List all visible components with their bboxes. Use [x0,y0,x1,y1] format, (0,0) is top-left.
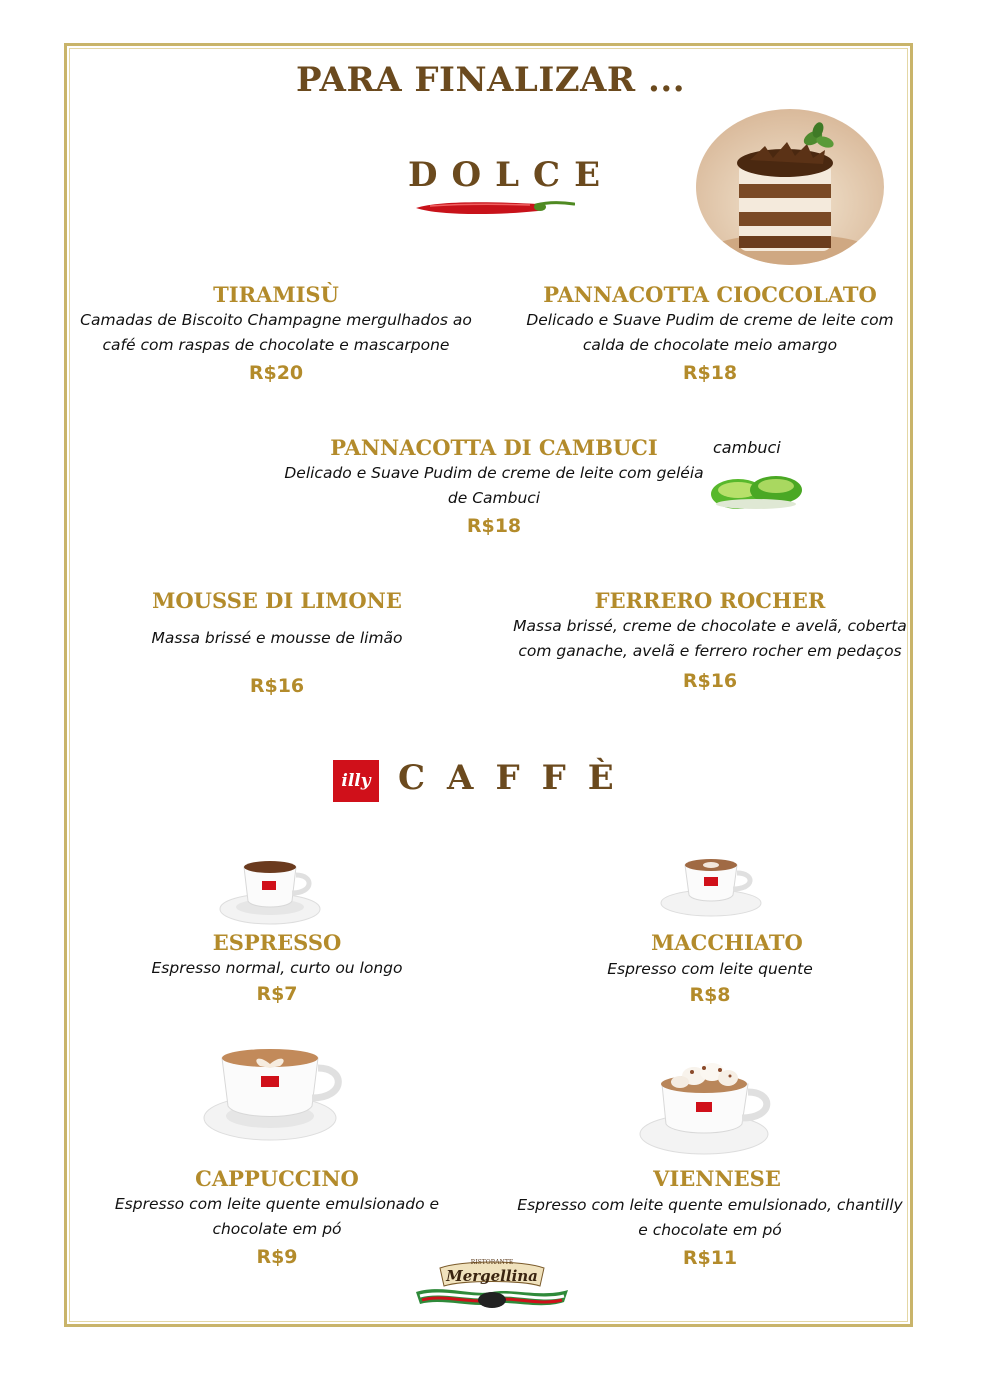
item-name: FERRERO ROCHER [594,588,826,613]
item-name: MOUSSE DI LIMONE [152,588,402,613]
logo-text: Mergellina [446,1267,538,1285]
item-description-line2: calda de chocolate meio amargo [582,336,838,354]
menu-item-mousse-limone [72,588,482,699]
item-description-line1: Espresso normal, curto ou longo [151,959,403,977]
item-price: R$8 [689,984,731,1006]
cambuci-label: cambuci [713,438,781,457]
item-name: VIENNESE [653,1166,781,1191]
menu-item-viennese [512,1166,922,1192]
item-description-line1: Delicado e Suave Pudim de creme de leite com geléia [284,464,704,482]
cambuci-fruit-image [706,470,806,512]
chili-pepper-icon [410,196,575,220]
mergellina-logo [412,1252,572,1314]
menu-item-espresso [72,930,482,1007]
espresso-cup-image [218,855,324,927]
section-caffe: CAFFÈ [398,758,636,798]
item-description-line1: Delicado e Suave Pudim de creme de leite com [526,311,894,329]
item-name: PANNACOTTA DI CAMBUCI [330,435,658,460]
item-price: R$18 [466,515,522,537]
item-name: CAPPUCCINO [195,1166,359,1191]
item-description-line1: Massa brissé, creme de chocolate e avelã, coberta [513,617,907,635]
cappuccino-cup-image [198,1046,348,1146]
viennese-cup-image [634,1060,784,1160]
item-price: R$16 [249,675,305,697]
item-description-line1: Camadas de Biscoito Champagne mergulhados ao [80,311,472,329]
item-price: R$9 [256,1246,298,1268]
page-title: PARA FINALIZAR ... [295,60,686,100]
item-price: R$16 [682,670,738,692]
menu-item-pannacotta-cambuci [272,435,716,539]
macchiato-cup-image [657,855,767,919]
item-name: TIRAMISÙ [213,282,339,307]
menu-item-ferrero-rocher [505,588,915,694]
item-name: PANNACOTTA CIOCCOLATO [543,282,877,307]
item-name: MACCHIATO [651,930,803,955]
item-description-line2: de Cambuci [447,489,541,507]
item-price: R$7 [256,983,298,1005]
tiramisu-photo [695,108,885,266]
item-description-line1: Massa brissé e mousse de limão [151,629,403,647]
item-price: R$18 [682,362,738,384]
item-name: ESPRESSO [212,930,342,955]
item-description-line1: Espresso com leite quente [607,960,813,978]
section-dolce: DOLCE [408,155,614,195]
menu-item-macchiato [522,930,932,956]
item-description-line2: café com raspas de chocolate e mascarpone [102,336,450,354]
item-description-line2: chocolate em pó [212,1220,342,1238]
item-description-line2: e chocolate em pó [638,1221,782,1239]
logo-small-text: RISTORANTE [470,1259,514,1266]
illy-logo: illy [333,760,379,802]
item-description-line2: com ganache, avelã e ferrero rocher em pedaços [518,642,902,660]
item-price: R$20 [248,362,304,384]
menu-item-pannacotta-cioccolato [505,282,915,386]
item-description-line1: Espresso com leite quente emulsionado e [114,1195,440,1213]
item-price: R$11 [682,1247,738,1269]
menu-item-macchiato-details [505,957,915,1008]
item-description-line1: Espresso com leite quente emulsionado, chantilly [517,1196,903,1214]
menu-item-tiramisu [70,282,482,386]
